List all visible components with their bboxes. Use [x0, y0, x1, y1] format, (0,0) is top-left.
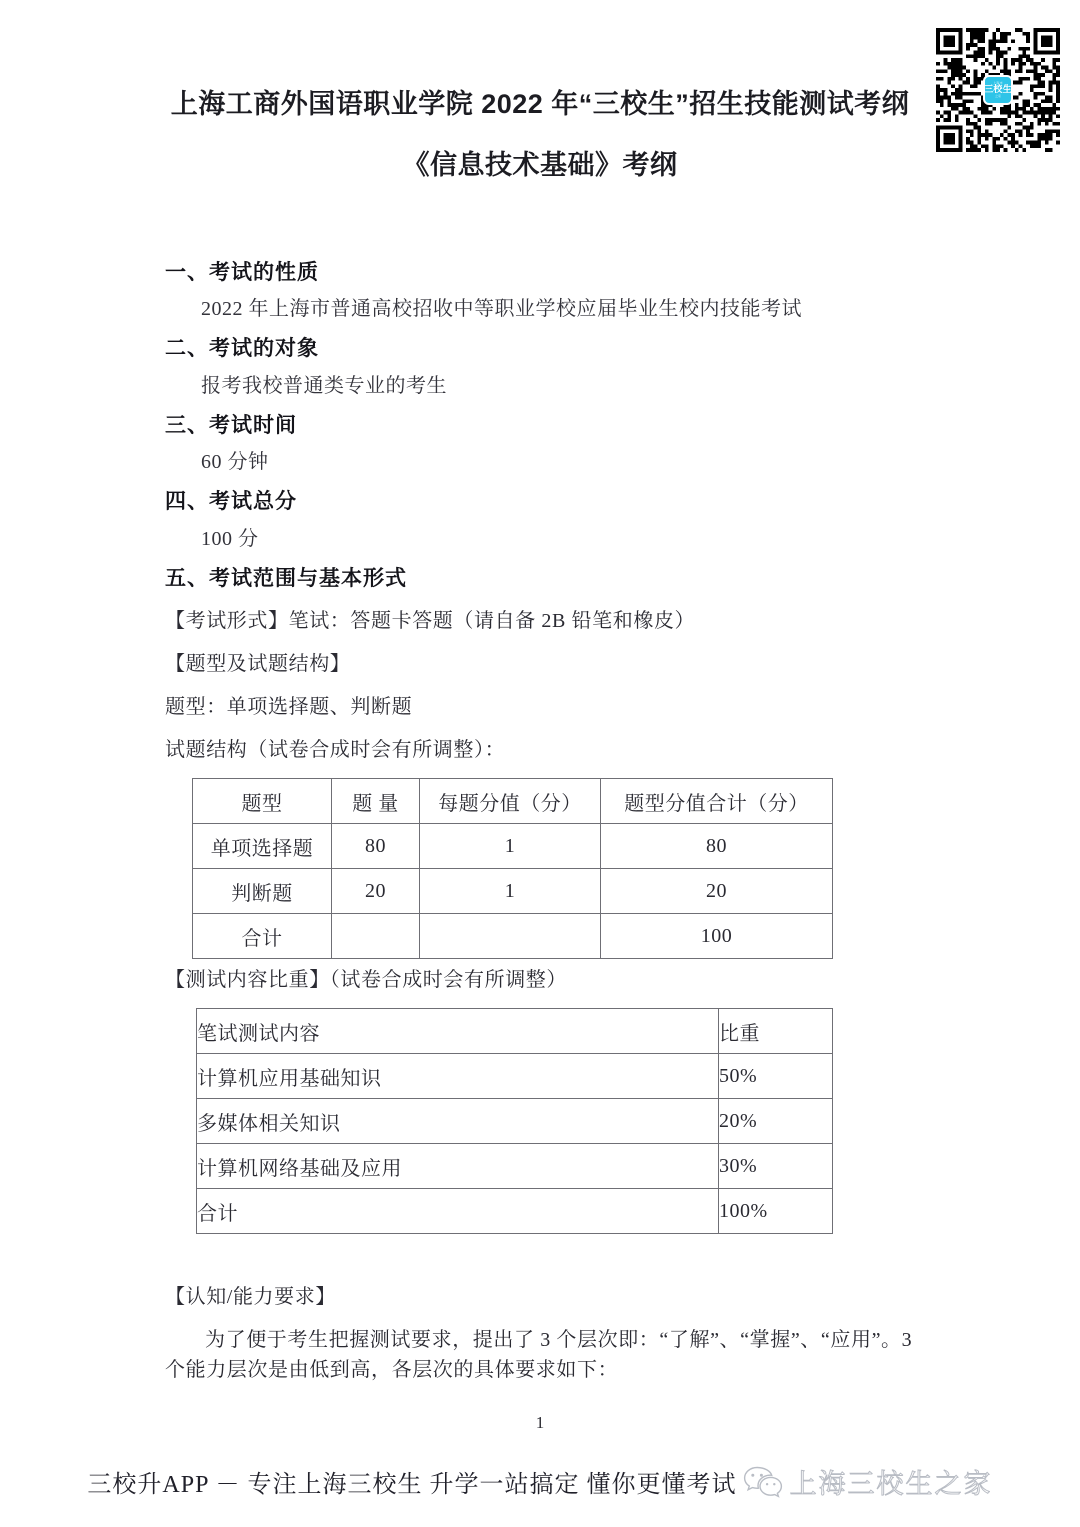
- table-header-row: [193, 779, 833, 824]
- table-row: [193, 869, 833, 914]
- structure-table: [192, 778, 833, 959]
- structure-cell-per-score: 1: [420, 824, 601, 869]
- structure-cell-type: 合计: [193, 914, 332, 959]
- table-row-total: [197, 1189, 833, 1234]
- weight-cell-ratio: 50%: [719, 1054, 833, 1099]
- structure-cell-count: [332, 914, 420, 959]
- section-heading-1: 一、考试的性质: [165, 261, 319, 284]
- watermark-group: [743, 1462, 993, 1501]
- weight-header-content: 笔试测试内容: [197, 1009, 719, 1054]
- weight-cell-content: 合计: [197, 1189, 719, 1234]
- wechat-icon: [743, 1465, 783, 1499]
- section-heading-5: 五、考试范围与基本形式: [165, 566, 407, 590]
- page-number: 1: [535, 1413, 545, 1432]
- document-title-block: [0, 82, 1080, 182]
- section-body-2: 报考我校普通类专业的考生: [201, 374, 447, 397]
- structure-cell-total-score: 20: [601, 869, 833, 914]
- table-row: [193, 824, 833, 869]
- table-row: [197, 1099, 833, 1144]
- section-heading-3: 三、考试时间: [165, 413, 297, 437]
- weight-cell-ratio: 30%: [719, 1144, 833, 1189]
- weight-cell-ratio: 20%: [719, 1099, 833, 1144]
- structure-header-type: 题型: [193, 779, 332, 824]
- section-body-1: 2022 年上海市普通高校招收中等职业学校应届毕业生校内技能考试: [201, 298, 802, 321]
- table-header-row: [197, 1009, 833, 1054]
- document-body: [165, 258, 925, 1398]
- weight-cell-content: 多媒体相关知识: [197, 1099, 719, 1144]
- watermark-text: 上海三校生之家: [789, 1469, 993, 1499]
- section-body-4: 100 分: [201, 527, 259, 550]
- structure-heading-paragraph: 【题型及试题结构】: [165, 653, 351, 676]
- structure-cell-per-score: 1: [420, 869, 601, 914]
- structure-note-paragraph: 试题结构（试卷合成时会有所调整）：: [165, 739, 506, 762]
- structure-cell-total-score: 80: [601, 824, 833, 869]
- ability-description-paragraph: 为了便于考生把握测试要求，提出了 3 个层次即：“了解”、“掌握”、“应用”。3 个能力层次是由低到高，各层次的具体要求如下：: [165, 1329, 913, 1382]
- exam-form-paragraph: 【考试形式】笔试：答题卡答题（请自备 2B 铅笔和橡皮）: [165, 610, 696, 633]
- footer-promo-text: 三校升APP － 专注上海三校生 升学一站搞定 懂你更懂考试: [87, 1472, 737, 1498]
- question-types-paragraph: 题型：单项选择题、判断题: [165, 696, 413, 719]
- table-row: [197, 1144, 833, 1189]
- spacer: [165, 1240, 925, 1282]
- weight-cell-content: 计算机网络基础及应用: [197, 1144, 719, 1189]
- section-body-3: 60 分钟: [201, 451, 269, 474]
- table-row-total: [193, 914, 833, 959]
- structure-header-count: 题 量: [332, 779, 420, 824]
- weight-cell-ratio: 100%: [719, 1189, 833, 1234]
- structure-cell-count: 80: [332, 824, 420, 869]
- qr-logo-main-text: 三校生: [984, 84, 1012, 95]
- table-row: [197, 1054, 833, 1099]
- qr-logo-top-text: 上海市: [993, 81, 1003, 86]
- qr-logo-bottom-text: 之家: [994, 93, 1001, 98]
- weight-cell-content: 计算机应用基础知识: [197, 1054, 719, 1099]
- section-heading-2: 二、考试的对象: [165, 337, 319, 361]
- ability-heading-paragraph: 【认知/能力要求】: [165, 1286, 336, 1309]
- weight-header-ratio: 比重: [719, 1009, 833, 1054]
- structure-header-per-score: 每题分值（分）: [420, 779, 601, 824]
- footer-bar: [0, 1462, 1080, 1501]
- weight-table: [196, 1008, 833, 1234]
- structure-cell-count: 20: [332, 869, 420, 914]
- structure-header-total-score: 题型分值合计（分）: [601, 779, 833, 824]
- structure-cell-per-score: [420, 914, 601, 959]
- document-title-secondary: 《信息技术基础》考纲: [402, 150, 678, 180]
- structure-cell-type: 判断题: [193, 869, 332, 914]
- document-title-primary: 上海工商外国语职业学院 2022 年“三校生”招生技能测试考纲: [170, 89, 910, 119]
- section-heading-4: 四、考试总分: [165, 490, 297, 514]
- structure-cell-total-score: 100: [601, 914, 833, 959]
- structure-cell-type: 单项选择题: [193, 824, 332, 869]
- weight-heading-paragraph: 【测试内容比重】（试卷合成时会有所调整）: [165, 969, 567, 992]
